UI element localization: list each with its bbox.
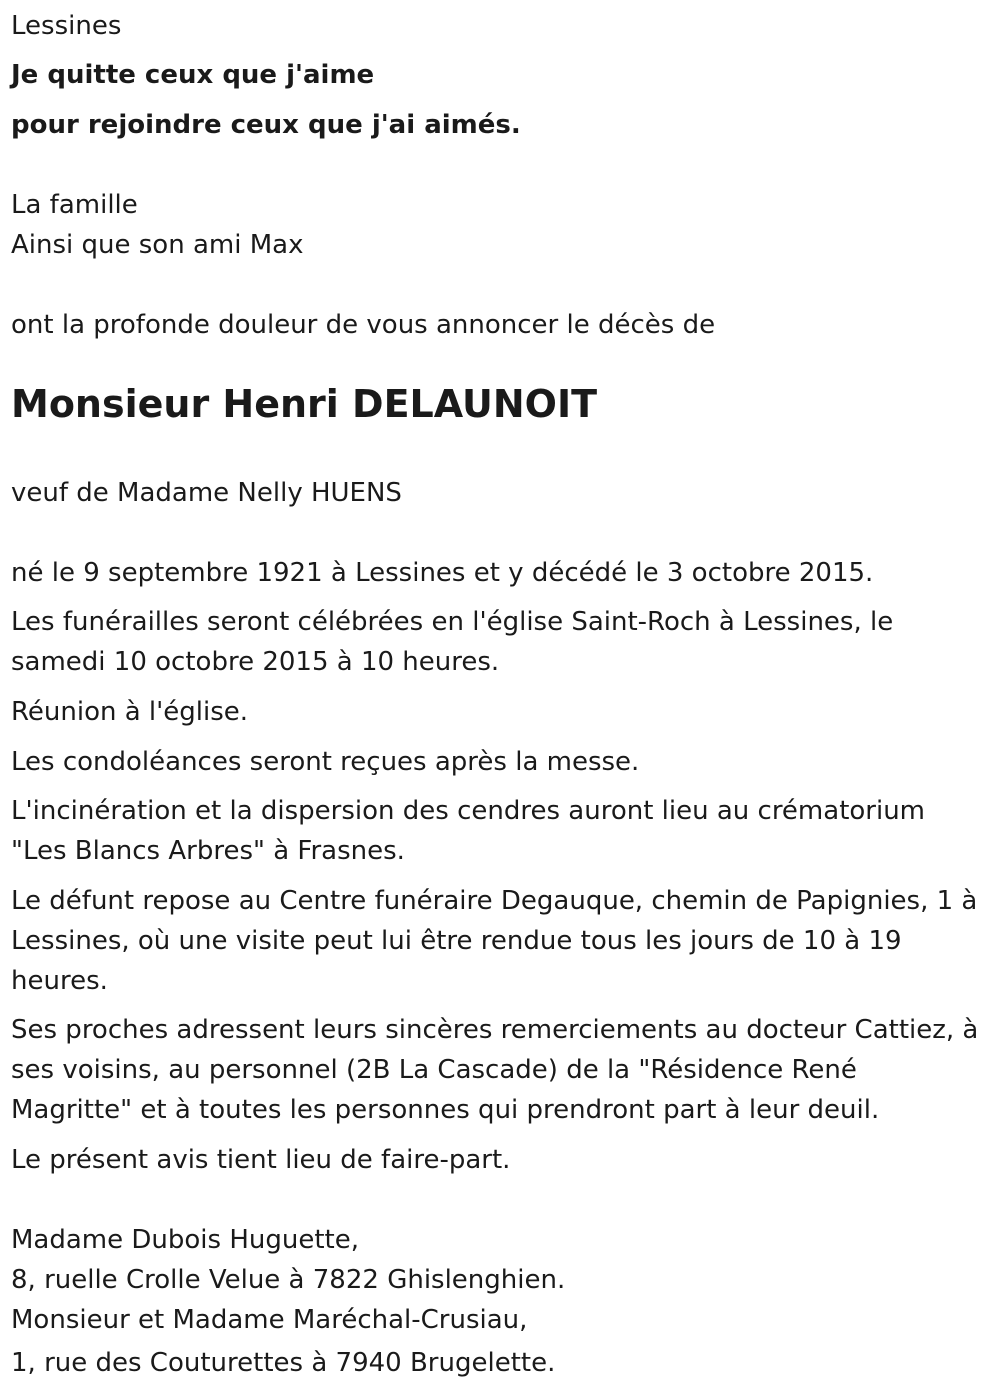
funeral-paragraph: Les funérailles seront célébrées en l'église Saint-Roch à Lessines, le samedi 10 octobre 2015 à 10 heures. (11, 607, 894, 677)
quote-line-1: Je quitte ceux que j'aime (11, 60, 375, 90)
condolences-paragraph: Les condoléances seront reçues après la messe. (11, 747, 640, 777)
gathering-paragraph: Réunion à l'église. (11, 697, 249, 727)
family-line-1: La famille (11, 190, 138, 220)
contact-line-3: Monsieur et Madame Maréchal-Crusiau, (11, 1305, 528, 1335)
contact-line-2: 8, ruelle Crolle Velue à 7822 Ghislenghien. (11, 1265, 566, 1295)
notice-paragraph: Le présent avis tient lieu de faire-part. (11, 1145, 511, 1175)
birth-death-paragraph: né le 9 septembre 1921 à Lessines et y décédé le 3 octobre 2015. (11, 558, 874, 588)
announcement-text: ont la profonde douleur de vous annoncer le décès de (11, 310, 716, 340)
spouse-line: veuf de Madame Nelly HUENS (11, 478, 402, 508)
rest-location-paragraph: Le défunt repose au Centre funéraire Degauque, chemin de Papignies, 1 à Lessines, où une visite peut lui être rendue tous les jours de 10 à 19 heures. (11, 886, 978, 996)
thanks-paragraph: Ses proches adressent leurs sincères remerciements au docteur Cattiez, à ses voisins, au personnel (2B La Cascade) de la "Résidence René Magritte" et à toutes les personnes qui prendront part à leur deuil. (11, 1015, 979, 1125)
contact-line-1: Madame Dubois Huguette, (11, 1225, 359, 1255)
cremation-paragraph: L'incinération et la dispersion des cendres auront lieu au crématorium "Les Blancs Arbres" à Frasnes. (11, 796, 926, 866)
contact-line-4: 1, rue des Couturettes à 7940 Brugelette. (11, 1348, 556, 1378)
family-line-2: Ainsi que son ami Max (11, 230, 304, 260)
city-label: Lessines (11, 11, 122, 41)
quote-line-2: pour rejoindre ceux que j'ai aimés. (11, 110, 521, 140)
deceased-name: Monsieur Henri DELAUNOIT (11, 382, 598, 426)
